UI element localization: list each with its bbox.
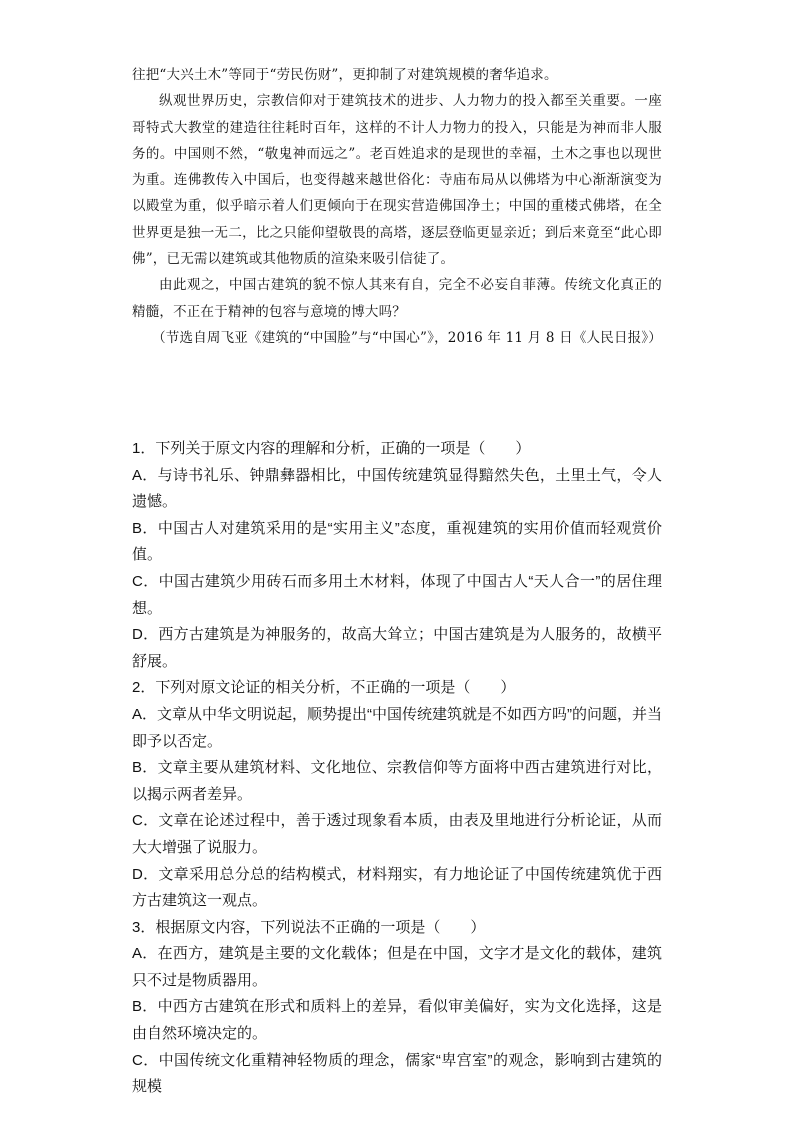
question-list	[132, 436, 662, 1101]
passage-line-1: 往把“大兴土木”等同于“劳民伤财”，更抑制了对建筑规模的奢华追求。	[132, 67, 558, 83]
question-3-option-c: C．中国传统文化重精神轻物质的理念，儒家“卑宫室”的观念，影响到古建筑的规模	[132, 1051, 662, 1096]
question-3-option-b: B．中西方古建筑在形式和质料上的差异，看似审美偏好，实为文化选择，这是由自然环境决定的。	[132, 998, 662, 1043]
passage-paragraph-religion: 纵观世界历史，宗教信仰对于建筑技术的进步、人力物力的投入都至关重要。一座哥特式大教堂的建造往往耗时百年，这样的不计人力物力的投入，只能是为神而非人服务的。中国则不然，“敬鬼神而远之”。老百姓追求的是现世的幸福，土木之事也以现世为重。连佛教传入中国后，也变得越来越世俗化：寺庙布局从以佛塔为中心渐渐演变为以殿堂为重，似乎暗示着人们更倾向于在现实营造佛国净土；中国的重楼式佛塔，在全世界更是独一无二，比之只能仰望敬畏的高塔，逐层登临更显亲近；到后来竟至“此心即佛”，已无需以建筑或其他物质的渲染来吸引信徒了。	[132, 93, 662, 268]
question-2-option-d: D．文章采用总分总的结构模式，材料翔实，有力地论证了中国传统建筑优于西方古建筑这一观点。	[132, 865, 662, 910]
question-2-option-c: C．文章在论述过程中，善于透过现象看本质，由表及里地进行分析论证，从而大大增强了说服力。	[132, 812, 662, 856]
question-2-stem: 2．下列对原文论证的相关分析，不正确的一项是（ ）	[132, 679, 516, 697]
question-2-option-b: B．文章主要从建筑材料、文化地位、宗教信仰等方面将中西古建筑进行对比，以揭示两者差异。	[132, 759, 662, 803]
reading-passage	[132, 62, 662, 351]
question-2-option-a: A．文章从中华文明说起，顺势提出“中国传统建筑就是不如西方吗”的问题，并当即予以否定。	[132, 705, 662, 750]
question-1-option-d: D．西方古建筑是为神服务的，故高大耸立；中国古建筑是为人服务的，故横平舒展。	[132, 626, 662, 670]
passage-source: （节选自周飞亚《建筑的“中国脸”与“中国心”》，2016 年 11 月 8 日《人民日报》）	[152, 329, 662, 346]
question-1-option-c: C．中国古建筑少用砖石而多用土木材料，体现了中国古人“天人合一”的居住理想。	[132, 572, 662, 617]
question-1-stem: 1．下列关于原文内容的理解和分析，正确的一项是（ ）	[132, 440, 531, 457]
question-1-option-a: A．与诗书礼乐、钟鼎彝器相比，中国传统建筑显得黯然失色，土里土气，令人遗憾。	[132, 466, 662, 511]
passage-paragraph-conclusion: 由此观之，中国古建筑的貌不惊人其来有自，完全不必妄自菲薄。传统文化真正的精髓，不正在于精神的包容与意境的博大吗？	[132, 277, 662, 320]
question-3-option-a: A．在西方，建筑是主要的文化载体；但是在中国，文字才是文化的载体，建筑只不过是物质器用。	[132, 945, 662, 989]
question-3-stem: 3．根据原文内容，下列说法不正确的一项是（ ）	[132, 918, 486, 936]
question-1-option-b: B．中国古人对建筑采用的是“实用主义”态度，重视建筑的实用价值而轻观赏价值。	[132, 519, 662, 564]
